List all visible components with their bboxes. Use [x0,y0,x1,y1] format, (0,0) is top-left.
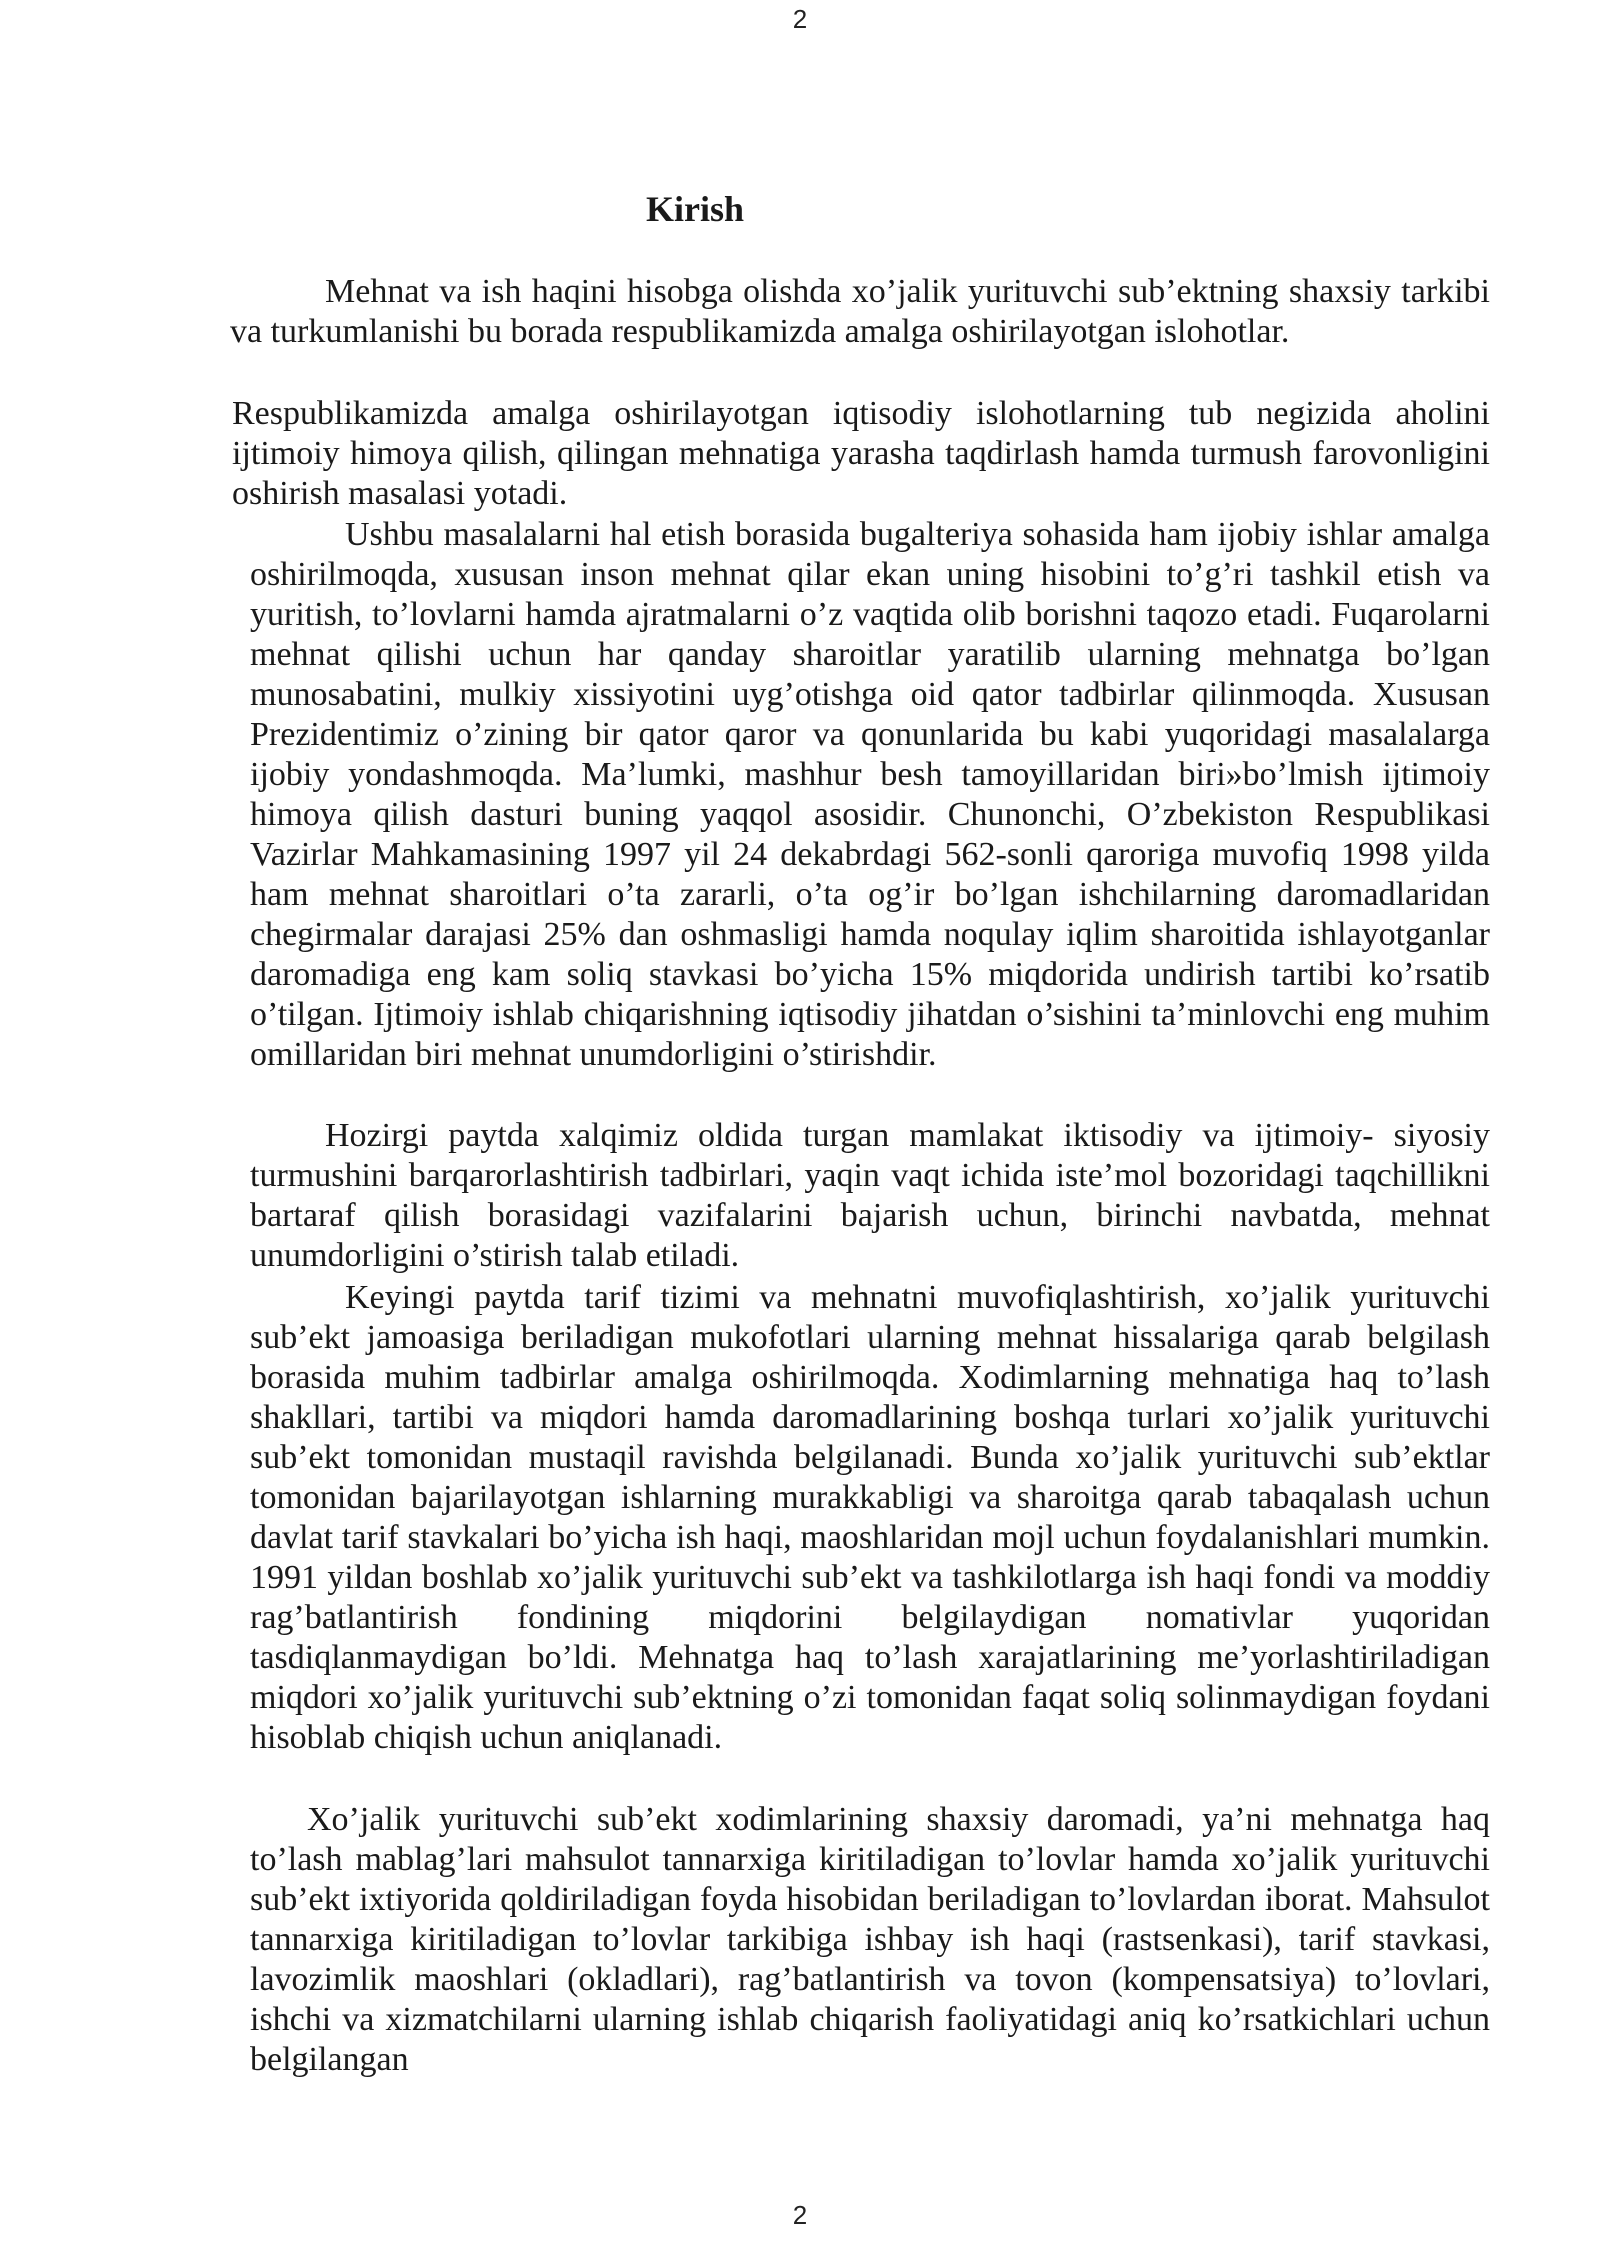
paragraph-reforms: Respublikamizda amalga oshirilayotgan iqtisodiy islohotlarning tub negizida aholini ijtimoiy himoya qilish, qilingan mehnatiga yarasha taqdirlash hamda turmush farovonligini oshirish masalasi yotadi. [232,395,1490,512]
paragraph-intro: Mehnat va ish haqini hisobga olishda xo’jalik yurituvchi sub’ektning shaxsiy tarkibi va turkumlanishi bu borada respublikamizda amalga oshirilayotgan islohotlar. [230,273,1490,350]
paragraph-tariff: Keyingi paytda tarif tizimi va mehnatni muvofiqlashtirish, xo’jalik yurituvchi sub’ekt jamoasiga beriladigan mukofotlari ularning mehnat hissalariga qarab belgilash borasida muhim tadbirlar amalga oshirilmoqda. Xodimlarning mehnatiga haq to’lash shakllari, tartibi va miqdori hamda daromadlarining boshqa turlari xo’jalik yurituvchi sub’ekt tomonidan mustaqil ravishda belgilanadi. Bunda xo’jalik yurituvchi sub’ektlar tomonidan bajarilayotgan ishlarning murakkabligi va sharoitga qarab tabaqalash uchun davlat tarif stavkalari bo’yicha ish haqi, maoshlaridan mojl uchun foydalanishlari mumkin. 1991 yildan boshlab xo’jalik yurituvchi sub’ekt va tashkilotlarga ish haqi fondi va moddiy rag’batlantirish fondining miqdorini belgilaydigan nomativlar yuqoridan tasdiqlanmaydigan bo’ldi. Mehnatga haq to’lash xarajatlarining me’yorlashtiriladigan miqdori xo’jalik yurituvchi sub’ektning o’zi tomonidan faqat soliq solinmaydigan foydani hisoblab chiqish uchun aniqlanadi. [250,1279,1490,1756]
page-title: Kirish [646,189,745,229]
page-number-top: 2 [792,4,808,34]
paragraph-income: Xo’jalik yurituvchi sub’ekt xodimlarining shaxsiy daromadi, ya’ni mehnatga haq to’lash mablag’lari mahsulot tannarxiga kiritiladigan to’lovlar hamda xo’jalik yurituvchi sub’ekt ixtiyorida qoldiriladigan foyda hisobidan beriladigan to’lovlardan iborat. Mahsulot tannarxiga kiritiladigan to’lovlar tarkibiga ishbay ish haqi (rastsenkasi), tarif stavkasi, lavozimlik maoshlari (okladlari), rag’batlantirish va tovon (kompensatsiya) to’lovlari, ishchi va xizmatchilarni ularning ishlab chiqarish faoliyatidagi aniq ko’rsatkichlari uchun belgilangan [250,1801,1490,2078]
paragraph-productivity: Hozirgi paytda xalqimiz oldida turgan mamlakat iktisodiy va ijtimoiy- siyosiy turmushini barqarorlashtirish tadbirlari, yaqin vaqt ichida iste’mol bozoridagi taqchillikni bartaraf qilish borasidagi vazifalarini bajarish uchun, birinchi navbatda, mehnat unumdorligini o’stirish talab etiladi. [250,1117,1490,1274]
paragraph-accounting: Ushbu masalalarni hal etish borasida bugalteriya sohasida ham ijobiy ishlar amalga oshirilmoqda, xususan inson mehnat qilar ekan uning hisobini to’g’ri tashkil etish va yuritish, to’lovlarni hamda ajratmalarni o’z vaqtida olib borishni taqozo etadi. Fuqarolarni mehnat qilishi uchun har qanday sharoitlar yaratilib ularning mehnatga bo’lgan munosabatini, mulkiy xissiyotini uyg’otishga oid qator tadbirlar qilinmoqda. Xususan Prezidentimiz o’zining bir qator qaror va qonunlarida bu kabi yuqoridagi masalalarga ijobiy yondashmoqda. Ma’lumki, mashhur besh tamoyillaridan biri»bo’lmish ijtimoiy himoya qilish dasturi buning yaqqol asosidir. Chunonchi, O’zbekiston Respublikasi Vazirlar Mahkamasining 1997 yil 24 dekabrdagi 562-sonli qaroriga muvofiq 1998 yilda ham mehnat sharoitlari o’ta zararli, o’ta og’ir bo’lgan ishchilarning daromadlaridan chegirmalar darajasi 25% dan oshmasligi hamda noqulay iqlim sharoitida ishlayotganlar daromadiga eng kam soliq stavkasi bo’yicha 15% miqdorida undirish tartibi ko’rsatib o’tilgan. Ijtimoiy ishlab chiqarishning iqtisodiy jihatdan o’sishini ta’minlovchi eng muhim omillaridan biri mehnat unumdorligini o’stirishdir. [250,516,1490,1073]
page-number-bottom: 2 [792,2200,808,2230]
